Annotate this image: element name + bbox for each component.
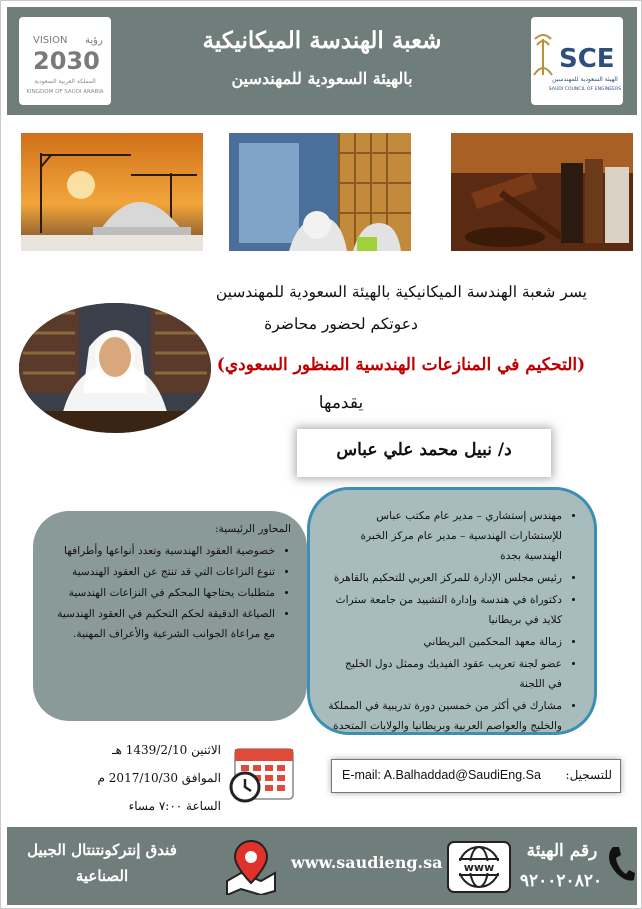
- sce-logo: [531, 17, 623, 105]
- topics-list: [45, 541, 291, 644]
- bio-item: • مشارك في أكثر من خمسين دورة تدريبية في المملكة والخليج والعواصم العربية وبريطانيا والولايات المتحدة: [328, 696, 562, 736]
- footer-banner: [7, 827, 637, 905]
- vision-logo-caption-en: KINGDOM OF SAUDI ARABIA: [26, 89, 104, 95]
- speaker-portrait: [19, 303, 211, 433]
- bio-list: [328, 506, 578, 736]
- bio-item: • عضو لجنة تعريب عقود الفيديك وممثل دول الخليج في اللجنة: [328, 654, 562, 694]
- gregorian-date: الموافق 2017/10/30 م: [97, 771, 221, 785]
- invitation-line: دعوتكم لحضور محاضرة: [264, 315, 418, 333]
- topic-item: • تنوع النزاعات التي قد تنتج عن العقود الهندسية: [45, 562, 275, 582]
- vision-logo-year: 2030: [33, 47, 100, 75]
- venue-name: فندق إنتركونتنتال الجبيل الصناعية: [27, 841, 177, 885]
- bio-item: • رئيس مجلس الإدارة للمركز العربي للتحكيم بالقاهرة: [328, 568, 562, 588]
- sce-logo-arabic: الهيئة السعودية للمهندسين: [552, 76, 618, 83]
- vision-logo-caption-ar: المملكة العربية السعودية: [34, 78, 96, 85]
- vision-logo-arabic: رؤية: [85, 35, 103, 46]
- photo-construction-workers: [229, 133, 411, 251]
- globe-www-label: www: [463, 861, 495, 874]
- photo-gavel-books: [451, 133, 633, 251]
- globe-www-icon: [447, 841, 511, 893]
- bio-item: • مهندس إستشاري – مدير عام مكتب عباس للإستشارات الهندسية – مدير عام مركز الخبرة الهندسية بجدة: [328, 506, 562, 566]
- palm-swords-emblem: [534, 35, 552, 75]
- topic-item: • الصياغة الدقيقة لحكم التحكيم في العقود الهندسية مع مراعاة الجوانب الشرعية والأعراف المهنية.: [45, 604, 275, 644]
- website-link[interactable]: www.saudieng.sa: [291, 853, 443, 872]
- hijri-date: الاثنين 1439/2/10 هـ: [112, 743, 221, 757]
- registration-label: للتسجيل:: [565, 768, 612, 782]
- calendar-clock-icon: [227, 743, 297, 805]
- photo-cranes-helmet: [21, 133, 203, 251]
- phone-handset-icon: [607, 845, 635, 885]
- topic-item: • خصوصية العقود الهندسية وتعدد أنواعها وأطرافها: [45, 541, 275, 561]
- bio-item: • دكتوراة في هندسة وإدارة التشييد من جامعة ستراث كلايد في بريطانيا: [328, 590, 562, 630]
- phone-label: رقم الهيئة: [526, 841, 598, 861]
- header-title: شعبة الهندسة الميكانيكية: [202, 27, 442, 54]
- speaker-name-box: [297, 429, 551, 477]
- phone-number[interactable]: ٩٢٠٠٢٠٨٢٠: [519, 871, 603, 891]
- vision-logo-word: VISION: [33, 35, 68, 46]
- main-topics-card: [33, 511, 307, 721]
- registration-box: [331, 759, 621, 793]
- sce-logo-english: SAUDI COUNCIL OF ENGINEERS: [548, 87, 622, 92]
- registration-email-link[interactable]: E-mail: A.Balhaddad@SaudiEng.Sa: [342, 768, 541, 782]
- vision-2030-logo: [19, 17, 111, 105]
- speaker-bio-card: [307, 487, 597, 735]
- topic-item: • متطلبات يحتاجها المحكم في النزاعات الهندسية: [45, 583, 275, 603]
- presented-by-label: يقدمها: [318, 393, 364, 413]
- header-banner: [7, 7, 637, 115]
- sce-logo-abbr: SCE: [559, 44, 615, 74]
- header-subtitle: بالهيئة السعودية للمهندسين: [231, 69, 413, 88]
- intro-line: يسر شعبة الهندسة الميكانيكية بالهيئة السعودية للمهندسين: [215, 283, 587, 301]
- topics-title: المحاور الرئيسية:: [214, 523, 291, 535]
- lecture-title: (التحكيم في المنازعات الهندسية المنظور السعودي): [216, 355, 586, 375]
- bio-item: • زمالة معهد المحكمين البريطاني: [328, 632, 562, 652]
- event-time: الساعة ٧:٠٠ مساء: [128, 799, 221, 813]
- speaker-name: د/ نبيل محمد علي عباس: [336, 440, 512, 460]
- map-pin-icon: [221, 837, 281, 895]
